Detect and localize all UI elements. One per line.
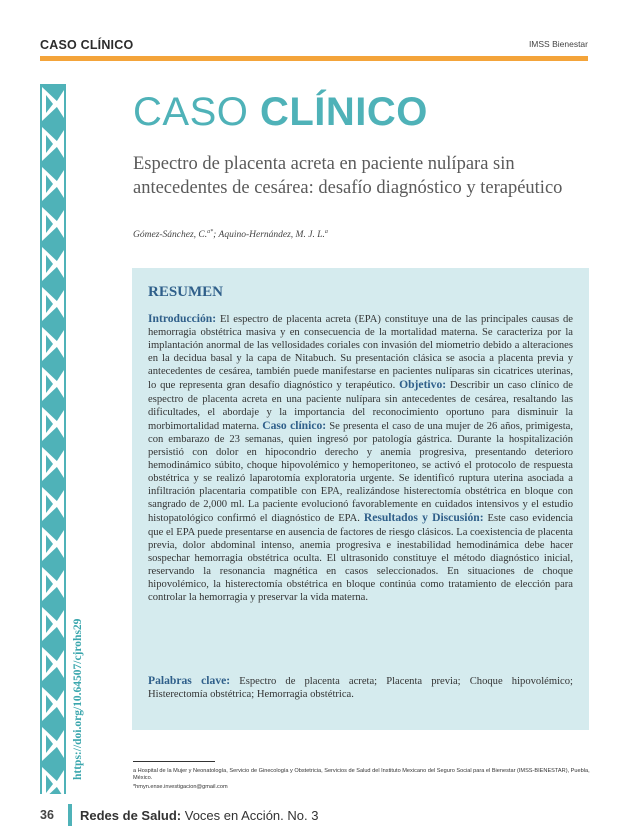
results-label: Resultados y Discusión: xyxy=(363,511,484,525)
author-1-affiliation: a* xyxy=(207,229,214,235)
section-label: CASO CLÍNICO xyxy=(40,38,134,52)
doi-link[interactable] xyxy=(69,540,87,780)
article-title: Espectro de placenta acreta en paciente nulípara sin antecedentes de cesárea: desafío diagnóstico y terapéutico xyxy=(133,154,563,198)
journal-name-rest: Voces en Acción. No. 3 xyxy=(181,807,319,823)
header-accent-bar xyxy=(40,56,588,61)
intro-text: El espectro de placenta acreta (EPA) constituye una de las principales causas de hemorragia obstétrica masiva y en consecuencia de la mortalidad materna. Se caracteriza por la implantación anormal de las vellosidades coriales con invasión del miometrio debido a alteraciones en la decidua basal y la capa de Nitabuch. Su presentación clásica se asocia a placenta previa y antecedentes de cesárea, también puede manifestarse en pacientes nulíparas sin cicatrices uterinas, lo que representa gran desafío diagnóstico y terapéutico. xyxy=(148,314,573,392)
footnote-divider xyxy=(133,761,215,762)
author-2: Aquino-Hernández, M. J. L. xyxy=(218,230,325,241)
author-separator: ; xyxy=(213,230,219,241)
keywords-label: Palabras clave: xyxy=(148,674,231,687)
doi-text[interactable]: https://doi.org/10.64507/cjrohs29 xyxy=(72,618,84,780)
footnote-affiliation: a Hospital de la Mujer y Neonatología, Servicio de Ginecología y Obstetricia, Servicios de Salud del Instituto Mexicano del Seguro Social para el Bienestar (IMSS-BIENESTAR), Puebla, México. xyxy=(133,768,590,782)
abstract-heading: RESUMEN xyxy=(148,284,224,300)
author-2-affiliation: a xyxy=(324,229,328,235)
footer-accent-bar xyxy=(68,804,72,826)
keywords xyxy=(148,674,573,701)
keywords-text: Espectro de placenta acreta; Placenta previa; Choque hipovolémico; Histerectomía obstétrica; Hemorragia obstétrica. xyxy=(148,676,573,701)
title-light: CASO xyxy=(133,90,260,134)
case-text: Se presenta el caso de una mujer de 26 años, primigesta, con embarazo de 23 semanas, quien ingresó por patología gástrica. Durante la hospitalización persistió con dolor en hipocondrio derecho y anemia progresiva, presentando deterioro hemodinámico súbito, choque hipovolémico y hemoperitoneo, se activó el protocolo de respuesta obstétrica y se realizó laparotomía exploratoria urgente. Se identificó ruptura uterina asociada a infiltración placentaria compatible con EPA, realizándose histerectomía obstétrica en bloque con sangrado de 2,000 ml. La paciente evolucionó favorablemente en cuidados intensivos y el estudio histopatológico confirmó el diagnóstico de EPA. xyxy=(148,420,573,525)
case-label: Caso clínico: xyxy=(262,418,327,432)
objective-text: Describir un caso clínico de espectro de placenta acreta en una paciente nulípara sin antecedentes de cesárea, resaltando las dificultades, el abordaje y la importancia del reconocimiento oportuno para disminuir la morbimortalidad materna. xyxy=(148,380,573,432)
abstract-box xyxy=(132,268,589,730)
decorative-sidebar-pattern xyxy=(40,84,66,794)
organization-label: IMSS Bienestar xyxy=(528,39,588,49)
footnote-email[interactable]: *hmyn.ense.investigacion@gmail.com xyxy=(133,784,228,790)
page-title xyxy=(133,88,428,136)
abstract-body xyxy=(148,312,573,604)
intro-label: Introducción: xyxy=(148,312,217,325)
page-number: 36 xyxy=(40,808,54,822)
page-footer xyxy=(40,804,318,826)
objective-label: Objetivo: xyxy=(399,378,447,392)
authors-line xyxy=(133,229,328,240)
journal-name-bold: Redes de Salud: xyxy=(80,807,182,823)
author-1: Gómez-Sánchez, C. xyxy=(133,230,208,241)
title-bold: CLÍNICO xyxy=(259,90,428,134)
journal-name xyxy=(80,808,318,823)
results-text: Este caso evidencia que el EPA puede presentarse en ausencia de factores de riesgo clásicos. La coexistencia de placenta previa, dolor abdominal intenso, anemia progresiva e inestabilidad hemodinámica debe hacer sospechar hemorragia obstétrica oculta. El ultrasonido constituye el método diagnóstico inicial, reservando la resonancia magnética en casos seleccionados. En situaciones de choque hipovolémico, la histerectomía obstétrica en bloque continúa como tratamiento de elección para controlar la hemorragia y preservar la vida materna. xyxy=(148,513,574,603)
